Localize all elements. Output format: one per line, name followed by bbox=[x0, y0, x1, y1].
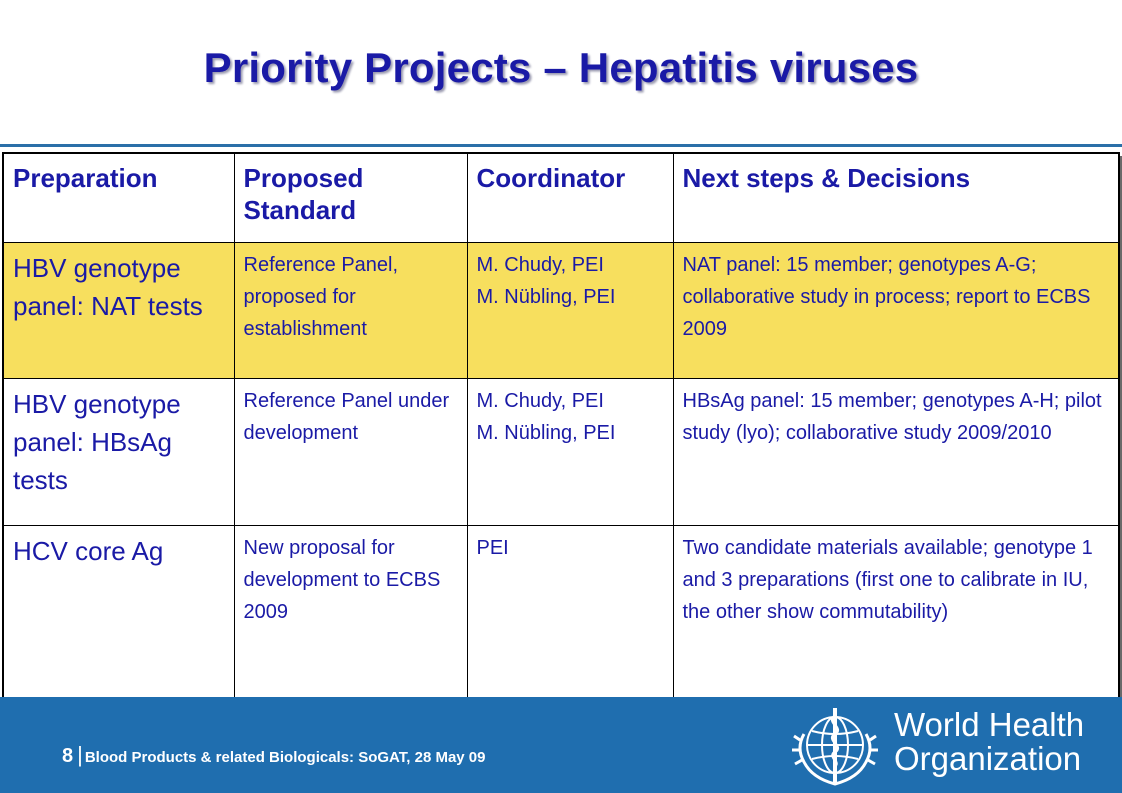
header-next-steps: Next steps & Decisions bbox=[673, 153, 1119, 243]
cell-coordinator: M. Chudy, PEI M. Nübling, PEI bbox=[467, 243, 673, 379]
org-line-2: Organization bbox=[894, 740, 1082, 777]
who-emblem-icon bbox=[790, 700, 880, 790]
table-row bbox=[3, 243, 1119, 379]
footer-text: Blood Products & related Biologicals: SoGAT, 28 May 09 bbox=[84, 749, 486, 766]
cell-preparation: HCV core Ag bbox=[3, 526, 234, 700]
page-number: 8 bbox=[62, 745, 74, 767]
organization-name bbox=[894, 708, 1084, 776]
slide-title: Priority Projects – Hepatitis viruses bbox=[203, 44, 919, 91]
cell-coordinator: M. Chudy, PEI M. Nübling, PEI bbox=[467, 379, 673, 526]
table-header-row bbox=[3, 153, 1119, 243]
table-row bbox=[3, 379, 1119, 526]
footer-separator: | bbox=[77, 742, 83, 767]
cell-proposed-standard: New proposal for development to ECBS 2009 bbox=[234, 526, 467, 700]
header-proposed-standard: Proposed Standard bbox=[234, 153, 467, 243]
footer-caption bbox=[62, 742, 486, 768]
cell-next-steps: Two candidate materials available; genotype 1 and 3 preparations (first one to calibrate in IU, the other show commutability) bbox=[673, 526, 1119, 700]
cell-proposed-standard: Reference Panel under development bbox=[234, 379, 467, 526]
cell-preparation: HBV genotype panel: HBsAg tests bbox=[3, 379, 234, 526]
org-line-1: World Health bbox=[894, 706, 1085, 743]
header-coordinator: Coordinator bbox=[467, 153, 673, 243]
cell-next-steps: HBsAg panel: 15 member; genotypes A-H; pilot study (lyo); collaborative study 2009/2010 bbox=[673, 379, 1119, 526]
priority-projects-table bbox=[2, 152, 1120, 700]
cell-next-steps: NAT panel: 15 member; genotypes A-G; collaborative study in process; report to ECBS 2009 bbox=[673, 243, 1119, 379]
cell-preparation: HBV genotype panel: NAT tests bbox=[3, 243, 234, 379]
table-row bbox=[3, 526, 1119, 700]
header-preparation: Preparation bbox=[3, 153, 234, 243]
title-divider bbox=[0, 144, 1122, 147]
cell-proposed-standard: Reference Panel, proposed for establishment bbox=[234, 243, 467, 379]
cell-coordinator: PEI bbox=[467, 526, 673, 700]
